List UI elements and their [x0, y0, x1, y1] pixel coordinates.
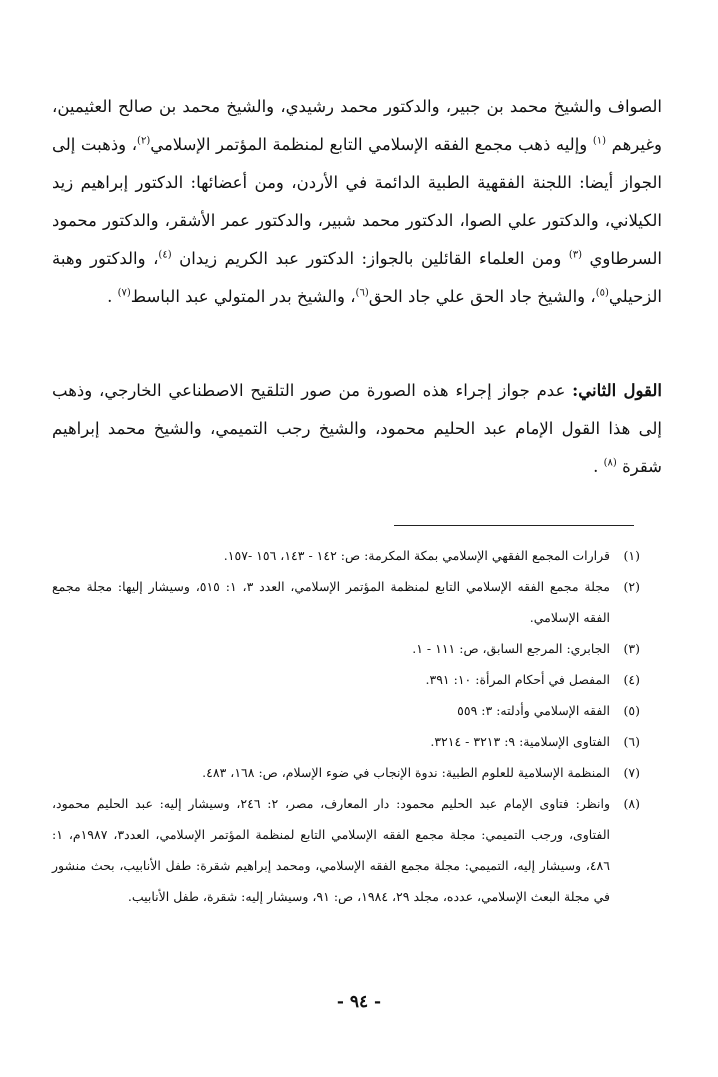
footnote-text: وانظر: فتاوى الإمام عبد الحليم محمود: دار المعارف، مصر، ٢: ٢٤٦، وسيشار إليه: عبد الحليم محمود، الفتاوى، ورجب التميمي: مجلة مجمع الفقه الإسلامي التابع لمنظمة المؤتمر الإسلامي، العدد٣، ١٩٨٧م، ١: ٤٨٦، وسيشار إليه، التميمي: مجلة مجمع الفقه الإسلامي، ومحمد إبراهيم شقرة: طفل الأنابيب، بحث منشور في مجلة البعث الإسلامي، عدده، مجلد ٢٩، ١٩٨٤، ص: ٩١، وسيشار إليه: شقرة، طفل الأنابيب. — [52, 796, 610, 904]
paragraph-1 — [52, 88, 662, 316]
footnote-item — [52, 757, 640, 788]
paragraph-1-segment: ، والشيخ بدر المتولي عبد الباسط — [130, 287, 356, 306]
footnote-text: الجابري: المرجع السابق، ص: ١١١ - ١. — [412, 641, 610, 656]
paragraph-1-segment: . — [107, 287, 118, 306]
footnote-number: (٨) — [623, 796, 640, 811]
footnote-number: (٤) — [623, 672, 640, 687]
footnote-number: (٦) — [623, 734, 640, 749]
footnote-number: (٣) — [623, 641, 640, 656]
footnote-ref: (١) — [592, 135, 607, 147]
footnote-number: (٧) — [623, 765, 640, 780]
main-paragraph — [52, 88, 662, 316]
footnote-text: قرارات المجمع الفقهي الإسلامي بمكة المكرمة: ص: ١٤٢ - ١٤٣، ١٥٦ -١٥٧. — [223, 548, 610, 563]
paragraph-2-lead: القول الثاني: — [572, 381, 662, 400]
footnote-ref: (٢) — [137, 135, 151, 147]
paragraph-2 — [52, 372, 662, 486]
footnote-item — [52, 695, 640, 726]
paragraph-1-segment: ومن العلماء القائلين بالجواز: الدكتور عبد الكريم زيدان — [179, 249, 562, 268]
footnote-text: الفقه الإسلامي وأدلته: ٣: ٥٥٩ — [457, 703, 610, 718]
second-opinion-paragraph — [52, 372, 662, 486]
footnote-item — [52, 633, 640, 664]
footnote-ref: (٤) — [158, 249, 172, 261]
footnote-ref: (٥) — [595, 287, 609, 299]
footnote-item — [52, 788, 640, 912]
footnote-ref: (٨) — [603, 457, 617, 469]
footnote-item — [52, 726, 640, 757]
footnotes-list — [52, 540, 640, 912]
footnote-text: الفتاوى الإسلامية: ٩: ٣٢١٣ - ٣٢١٤. — [430, 734, 610, 749]
paragraph-1-segment: ، والشيخ جاد الحق علي جاد الحق — [368, 287, 596, 306]
paragraph-2-body: عدم جواز إجراء هذه الصورة من صور التلقيح الاصطناعي الخارجي، وذهب إلى هذا القول الإمام عبد الحليم محمود، والشيخ رجب التميمي، والشيخ محمد إبراهيم شقرة — [52, 381, 662, 476]
paragraph-1-segment: ، وذهبت إلى الجواز أيضا: اللجنة الفقهية الطبية الدائمة في الأردن، ومن أعضائها: الدكتور إبراهيم زيد الكيلاني، والدكتور علي الصوا، الدكتور محمد شبير، والدكتور عمر الأشقر، والدكتور محمود السرطاوي — [52, 135, 662, 268]
page-number: - ٩٤ - — [336, 992, 382, 1012]
footnote-number: (١) — [623, 548, 640, 563]
paragraph-2-end: . — [593, 457, 604, 476]
paragraph-1-segment: ، والدكتور وهبة الزحيلي — [52, 249, 662, 306]
footnote-item — [52, 571, 640, 633]
footnote-ref: (٦) — [355, 287, 369, 299]
footnote-text: المفصل في أحكام المرأة: ١٠: ٣٩١. — [425, 672, 610, 687]
footnote-ref: (٣) — [568, 249, 582, 261]
footnote-number: (٢) — [623, 579, 640, 594]
footnote-separator — [394, 525, 634, 526]
footnote-text: المنظمة الإسلامية للعلوم الطبية: ندوة الإنجاب في ضوء الإسلام، ص: ١٦٨، ٤٨٣. — [202, 765, 610, 780]
paragraph-1-segment: وإليه ذهب مجمع الفقه الإسلامي التابع لمنظمة المؤتمر الإسلامي — [150, 135, 588, 154]
footnote-item — [52, 664, 640, 695]
footnote-item — [52, 540, 640, 571]
paragraph-1-segment: الصواف والشيخ محمد بن جبير، والدكتور محمد رشيدي، والشيخ محمد بن صالح العثيمين، وغيرهم — [52, 97, 662, 154]
footnote-text: مجلة مجمع الفقه الإسلامي التابع لمنظمة المؤتمر الإسلامي، العدد ٣، ١: ٥١٥، وسيشار إليها: مجلة مجمع الفقه الإسلامي. — [52, 579, 611, 625]
footnote-number: (٥) — [623, 703, 640, 718]
footnote-ref: (٧) — [117, 287, 131, 299]
